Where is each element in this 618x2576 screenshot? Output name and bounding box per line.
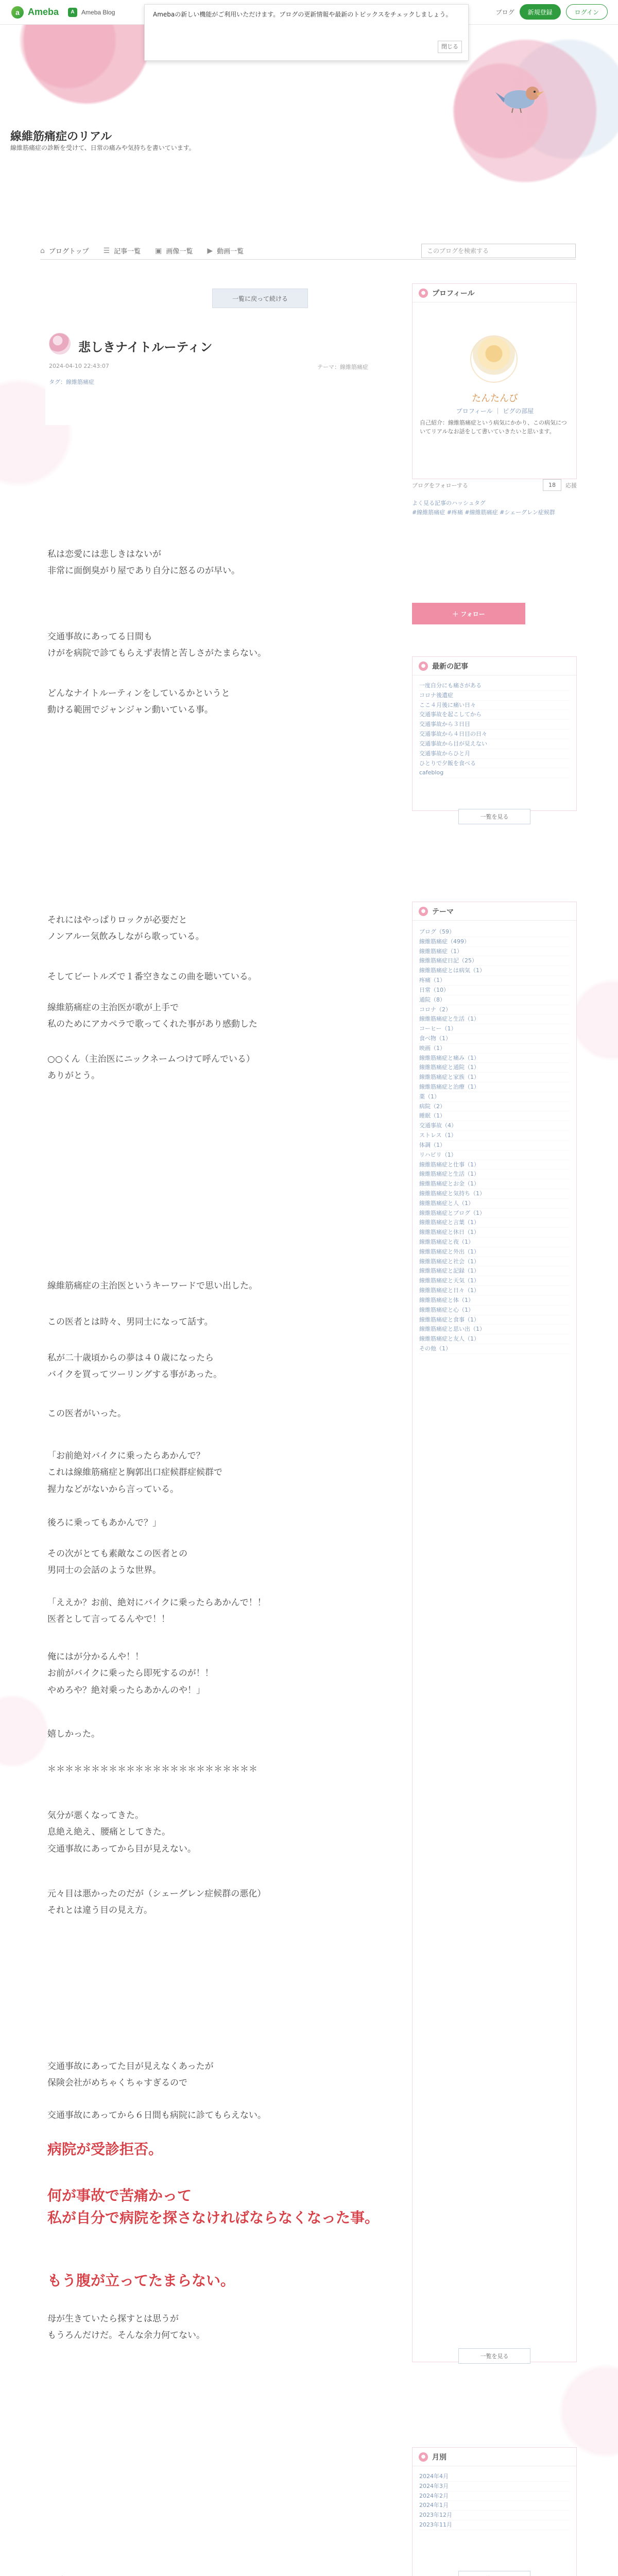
notice-close-button[interactable]: 閉じる	[438, 41, 462, 53]
latest-posts-header	[413, 657, 576, 675]
theme-item[interactable]: ストレス（1）	[419, 1131, 570, 1141]
archive-more-button[interactable]	[458, 2571, 530, 2576]
author-avatar	[49, 333, 71, 354]
latest-post-item[interactable]: 交通事故からひと月	[419, 749, 570, 759]
theme-item[interactable]: 線維筋痛症と仕事（1）	[419, 1160, 570, 1170]
nav-video-list-label: 動画一覧	[217, 248, 244, 256]
nav-article-list[interactable]	[104, 246, 141, 256]
theme-item[interactable]: 線維筋痛症と治療（1）	[419, 1082, 570, 1092]
theme-item[interactable]: 線維筋痛症と外出（1）	[419, 1247, 570, 1257]
profile-icon: ●	[419, 289, 428, 298]
theme-item[interactable]: コロナ（2）	[419, 1005, 570, 1015]
blog-logo-icon: A	[68, 8, 77, 17]
themes-more-button[interactable]: 一覧を見る	[458, 2348, 530, 2364]
archive-item[interactable]: 2023年12月	[419, 2511, 570, 2520]
themes-icon: ●	[419, 907, 428, 916]
theme-item[interactable]: 線維筋痛症とは病気（1）	[419, 966, 570, 976]
article-paragraph: 「お前絶対バイクに乗ったらあかんで？ これは線維筋痛症と胸郭出口症候群症候群で 握力などがないから言っている。	[47, 1451, 222, 1495]
blog-description: 線維筋痛症の診断を受けて、日常の痛みや気持ちを書いています。	[10, 144, 195, 151]
theme-item[interactable]: 線維筋痛症と体（1）	[419, 1296, 570, 1306]
theme-item[interactable]: 線維筋痛症とブログ（1）	[419, 1209, 570, 1218]
article-paragraph: そしてビートルズで１番空きなこの曲を聴いている。	[47, 972, 257, 982]
latest-posts-more-button[interactable]: 一覧を見る	[458, 809, 530, 824]
image-icon: ▣	[155, 246, 162, 255]
theme-item[interactable]: 線維筋痛症と記録（1）	[419, 1266, 570, 1276]
article-paragraph: 私は恋愛には悲しきはないが 非常に面倒臭がり屋であり自分に怒るのが早い。	[47, 549, 240, 577]
theme-item[interactable]: 線維筋痛症と言葉（1）	[419, 1218, 570, 1228]
theme-item[interactable]: 映画（1）	[419, 1044, 570, 1054]
login-button[interactable]: ログイン	[566, 4, 608, 20]
archive-list	[412, 2472, 577, 2530]
theme-item[interactable]: 病院（2）	[419, 1102, 570, 1112]
profile-description: 自己紹介：線維筋痛症という病気にかかり、この病気についてリアルなお話をして書いていきたいと思います。	[420, 419, 567, 435]
theme-item[interactable]: 線維筋痛症と思い出（1）	[419, 1325, 570, 1334]
article-paragraph: 交通事故にあってから６日間も病院に診てもらえない。	[47, 2110, 266, 2121]
tag-heading: よく見る記事のハッシュタグ	[412, 500, 486, 506]
article-meta	[49, 363, 368, 371]
brand-label: Ameba	[28, 7, 59, 17]
support-link[interactable]: 応援	[565, 482, 577, 489]
theme-item[interactable]: 線維筋痛症と夜（1）	[419, 1238, 570, 1247]
article-paragraph: どんなナイトルーティンをしているかというと 動ける範囲でジャンジャン動いている事。	[47, 688, 230, 716]
profile-name[interactable]: たんたんび	[472, 393, 518, 404]
article-paragraph: この医者とは時々、男同士になって話す。	[47, 1317, 213, 1327]
latest-post-item[interactable]: ひとりで夕飯を食べる	[419, 759, 570, 769]
top-notice	[144, 4, 469, 61]
follower-count-badge: 18	[543, 479, 561, 491]
follow-button[interactable]: ＋ フォロー	[412, 603, 525, 624]
latest-post-item[interactable]: 交通事故から３日目	[419, 720, 570, 730]
home-icon: ⌂	[40, 246, 45, 255]
theme-item[interactable]: 線維筋痛症日記（25）	[419, 956, 570, 966]
article-paragraph: 嬉しかった。	[47, 1729, 100, 1739]
tag-links	[412, 499, 577, 517]
follow-row	[412, 479, 577, 491]
archive-header	[413, 2448, 576, 2466]
follow-label: ブログをフォローする	[412, 482, 468, 489]
red-highlight-text: 何が事故で苦痛かって 私が自分で病院を探さなければならなくなった事。	[47, 2188, 380, 2226]
nav-video-list[interactable]	[207, 246, 244, 256]
latest-post-item[interactable]: 一度自分にも痛さがある	[419, 681, 570, 691]
themes-list	[412, 927, 577, 1354]
theme-item[interactable]: リハビリ（1）	[419, 1150, 570, 1160]
theme-item[interactable]: 通院（8）	[419, 995, 570, 1005]
sub-brand-label: Ameba Blog	[81, 8, 115, 16]
latest-post-item[interactable]: cafeblog	[419, 768, 570, 778]
blog-navigation	[40, 242, 576, 260]
article-paragraph: 線維筋痛症の主治医というキーワードで思い出した。	[47, 1281, 258, 1291]
archive-item[interactable]: 2024年3月	[419, 2482, 570, 2492]
themes-title: テーマ	[432, 907, 454, 916]
latest-posts-list	[412, 681, 577, 778]
list-icon: ☰	[103, 246, 110, 255]
theme-item[interactable]: 線維筋痛症と日々（1）	[419, 1286, 570, 1296]
nav-article-list-label: 記事一覧	[114, 248, 141, 256]
archive-item[interactable]: 2024年1月	[419, 2501, 570, 2511]
latest-posts-icon: ●	[419, 662, 428, 671]
red-highlight-text	[47, 2573, 382, 2576]
archive-item[interactable]: 2024年4月	[419, 2472, 570, 2482]
theme-item[interactable]: 線維筋痛症（1）	[419, 947, 570, 957]
theme-item[interactable]: 線維筋痛症と社会（1）	[419, 1257, 570, 1267]
themes-header	[413, 902, 576, 921]
video-icon: ▶	[207, 246, 213, 255]
nav-blog-top-label: ブログトップ	[48, 248, 89, 256]
latest-post-item[interactable]: ここ４月後に痛い日々	[419, 701, 570, 710]
article-paragraph: 後ろに乗ってもあかんで？」	[47, 1518, 161, 1528]
archive-item[interactable]: 2023年11月	[419, 2520, 570, 2530]
article-paragraph: 線維筋痛症の主治医が歌が上手で 私のためにアカペラで歌ってくれた事があり感動した	[47, 1003, 258, 1030]
archive-icon: ●	[419, 2452, 428, 2462]
latest-post-item[interactable]: コロナ後遺症	[419, 691, 570, 701]
article-paragraph: それにはやっぱりロックが必要だと ノンアルー気飲みしながら歌っている。	[47, 915, 204, 942]
article-tags[interactable]: タグ：線維筋痛症	[49, 379, 94, 385]
archive-title: 月別	[432, 2453, 447, 2462]
latest-post-item[interactable]: 交通事故から４日目の日々	[419, 730, 570, 739]
profile-title: プロフィール	[432, 289, 475, 298]
theme-item[interactable]: 体調（1）	[419, 1141, 570, 1150]
theme-item[interactable]: 交通事故（4）	[419, 1121, 570, 1131]
bird-illustration-icon	[494, 79, 551, 115]
theme-item[interactable]: 疼痛（1）	[419, 976, 570, 986]
ameba-blog-brand[interactable]	[68, 8, 115, 17]
top-link-blog[interactable]: ブログ	[495, 8, 514, 16]
article-paragraph: 俺にはが分かるんや！！ お前がバイクに乗ったら即死するのが！！ やめろや？絶対乗ったらあかんのや！」	[47, 1652, 214, 1696]
theme-item[interactable]: 線維筋痛症と人（1）	[419, 1199, 570, 1209]
theme-item[interactable]: 睡眠（1）	[419, 1111, 570, 1121]
article-paragraph: 母が生きていたら探すとは思うが もうろんだけだ。そんな余力何てない。	[47, 2314, 205, 2341]
nav-image-list-label: 画像一覧	[166, 248, 193, 256]
red-highlight-text: もう腹が立ってたまらない。	[47, 2273, 235, 2289]
theme-item[interactable]: 線維筋痛症と通院（1）	[419, 1063, 570, 1073]
article-paragraph: 私が二十歳頃からの夢は４０歳になったら バイクを買ってツーリングする事があった。	[47, 1353, 222, 1380]
article-paragraph: ○○くん（主治医にニックネームつけて呼んでいる） ありがとう。	[47, 1054, 255, 1081]
back-to-list-button[interactable]: 一覧に戻って続ける	[212, 289, 308, 308]
theme-item[interactable]: その他（1）	[419, 1344, 570, 1354]
blog-title: 線維筋痛症のリアル	[10, 130, 112, 143]
theme-item[interactable]: 線維筋痛症と休日（1）	[419, 1228, 570, 1238]
theme-item[interactable]: 線維筋痛症と気持ち（1）	[419, 1189, 570, 1199]
latest-post-item[interactable]: 交通事故を起こしてから	[419, 710, 570, 720]
profile-header	[413, 284, 576, 302]
latest-posts-title: 最新の記事	[432, 662, 468, 671]
ameba-logo-icon: a	[11, 6, 24, 19]
theme-item[interactable]: 日常（10）	[419, 986, 570, 995]
red-highlight-text: 病院が受診拒否。	[47, 2141, 163, 2157]
profile-avatar[interactable]	[470, 335, 518, 383]
nav-image-list[interactable]	[155, 246, 193, 256]
article-paragraph: 交通事故にあってた目が見えなくあったが 保険会社がめちゃくちゃすぎるので	[47, 2061, 214, 2089]
theme-item[interactable]: 線維筋痛症と生活（1）	[419, 1170, 570, 1179]
register-button[interactable]: 新規登録	[520, 4, 561, 20]
theme-item[interactable]: 線維筋痛症と生活（1）	[419, 1014, 570, 1024]
theme-item[interactable]: 線維筋痛症と天気（1）	[419, 1276, 570, 1286]
article-paragraph: その次がとても素敵なこの医者との 男同士の会話のような世界。	[47, 1549, 187, 1576]
article-paragraph: 「ええか？お前、絶対にバイクに乗ったらあかんで！！ 医者として言ってるんやで！！	[47, 1598, 266, 1625]
article-paragraph: この医者がいった。	[47, 1409, 126, 1419]
article-theme[interactable]: テーマ：線維筋痛症	[317, 364, 368, 370]
article-title: 悲しきナイトルーティン	[78, 341, 213, 354]
tag-list[interactable]: #線維筋痛症 #疼痛 #線維筋痛症 #シェーグレン症候群	[412, 509, 555, 516]
theme-item[interactable]: コーヒー（1）	[419, 1024, 570, 1034]
article-paragraph: 気分が悪くなってきた。 息絶え絶え、腰痛としてきた。 交通事故にあってから目が見えない。	[47, 1810, 196, 1854]
latest-post-item[interactable]: 交通事故から目が見えない	[419, 739, 570, 749]
profile-links[interactable]: プロフィール ｜ ピグの部屋	[456, 408, 534, 415]
article-paragraph: 交通事故にあってる日間も けがを病院で診てもらえず表情と苦しさがたまらない。	[47, 632, 266, 659]
profile-panel	[412, 283, 577, 479]
theme-item[interactable]: 薬（1）	[419, 1092, 570, 1102]
notice-text: Amebaの新しい機能がご利用いただけます。ブログの更新情報や最新のトピックスをチェックしましょう。	[153, 11, 452, 18]
theme-item[interactable]: 線維筋痛症と痛み（1）	[419, 1054, 570, 1063]
theme-item[interactable]: 線維筋痛症と食事（1）	[419, 1315, 570, 1325]
theme-item[interactable]: 線維筋痛症と家族（1）	[419, 1073, 570, 1082]
archive-item[interactable]: 2024年2月	[419, 2492, 570, 2501]
top-actions	[496, 4, 608, 20]
theme-item[interactable]: 食べ物（1）	[419, 1034, 570, 1044]
theme-item[interactable]: ブログ（59）	[419, 927, 570, 937]
nav-blog-top[interactable]	[40, 246, 89, 256]
theme-item[interactable]: 線維筋痛症とお金（1）	[419, 1179, 570, 1189]
article-paragraph: 元々目は悪かったのだが（シェーグレン症候群の悪化） それとは違う目の見え方。	[47, 1889, 266, 1916]
theme-item[interactable]: 線維筋痛症と友人（1）	[419, 1334, 570, 1344]
theme-item[interactable]: 線維筋痛症と心（1）	[419, 1306, 570, 1315]
ameba-brand[interactable]	[11, 6, 59, 19]
blog-search-input[interactable]: このブログを検索する	[421, 244, 576, 258]
theme-item[interactable]: 線維筋痛症（499）	[419, 937, 570, 947]
follow-stats	[543, 479, 577, 491]
article-date: 2024-04-10 22:43:07	[49, 363, 109, 369]
article-paragraph: ＊＊＊＊＊＊＊＊＊＊＊＊＊＊＊＊＊＊＊＊＊＊＊＊	[47, 1764, 258, 1774]
